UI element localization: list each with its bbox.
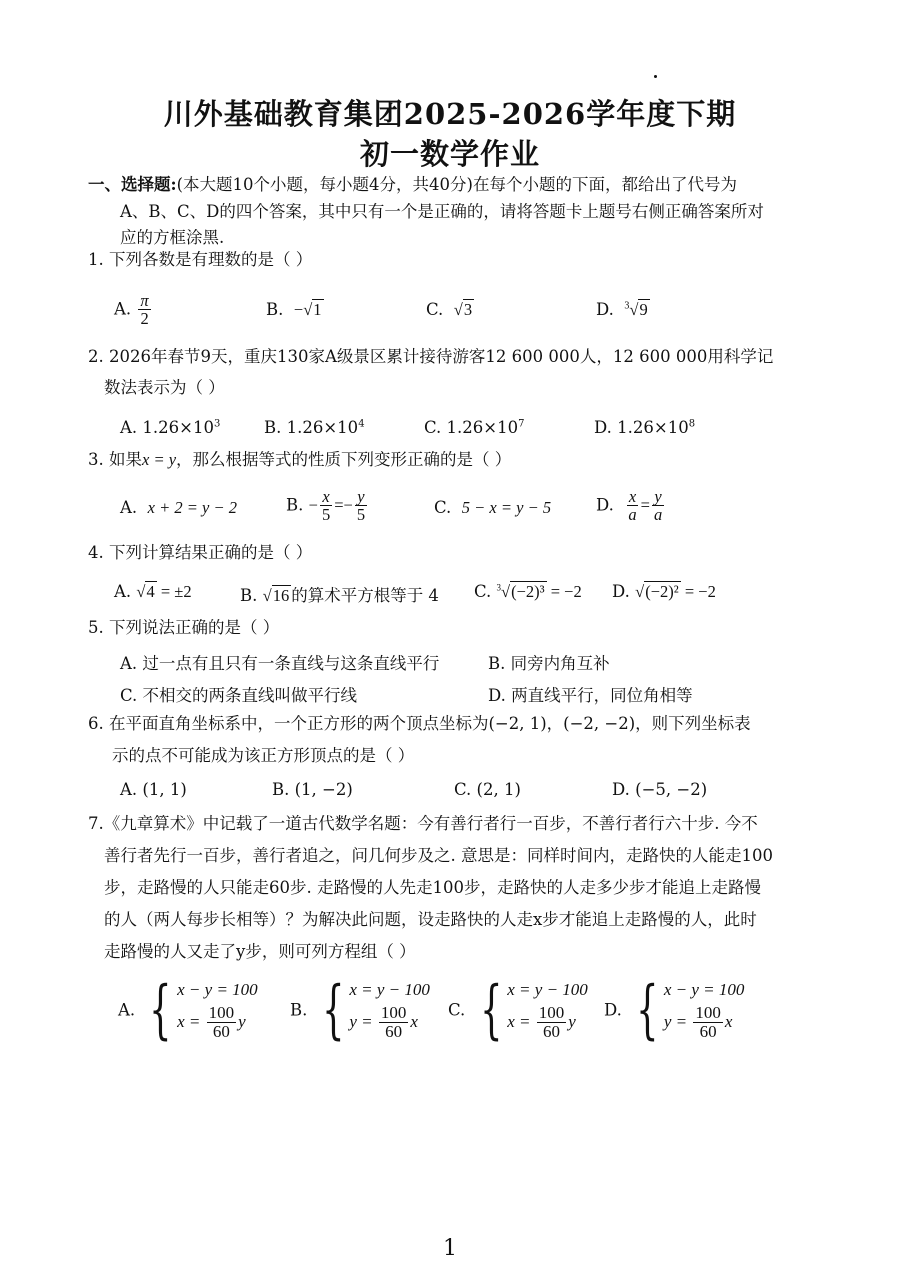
question-7-line-3: 步，走路慢的人只能走60步. 走路慢的人先走100步，走路快的人走多少步才能追上走路慢 [104,878,761,897]
question-5-stem: 5. 下列说法正确的是（ ） [88,618,280,637]
ink-dot [654,75,657,78]
section-heading: 一、选择题: [88,175,177,194]
q5-option-c: C. 不相交的两条直线叫做平行线 [120,686,358,705]
equation-system-a: { x − y = 100 x = $\frac{100}{60}$ y [149,973,258,1047]
instruction-line-3: 应的方框涂黑. [120,228,225,247]
q6-option-a: A. (1, 1) [120,780,187,799]
q4-option-b: B. √16 的算术平方根等于 4 [240,586,439,605]
question-2-line-1: 2. 2026年春节9天，重庆130家A级景区累计接待游客12 600 000人，12 600 000用科学记 [88,347,774,366]
q5-option-b: B. 同旁内角互补 [488,654,610,673]
q1-option-d: D. $^3$√9 [596,300,648,319]
instruction-line-1: (本大题10个小题，每小题4分，共40分)在每个小题的下面，都给出了代号为 [176,175,737,194]
q2-option-b: B. $1.26\times 10^4$ [264,418,365,437]
q3-option-b: B. − $\frac{x}{5}$ =− $\frac{y}{5}$ [286,487,366,525]
instruction-line-2: A、B、C、D的四个答案，其中只有一个是正确的，请将答题卡上题号右侧正确答案所对 [120,202,764,221]
pi-over-2-fraction: $\frac{\pi}{2}$ [140,291,149,329]
q4-option-d: D. √(−2)² = −2 [612,582,716,601]
section-instructions [88,173,737,197]
equation-system-d: { x − y = 100 y = $\frac{100}{60}$ x [636,973,745,1047]
q5-option-a: A. 过一点有且只有一条直线与这条直线平行 [120,654,440,673]
q6-option-d: D. (−5, −2) [612,780,708,799]
question-7-line-2: 善行者先行一百步，善行者追之，问几何步及之. 意思是：同样时间内，走路快的人能走100 [104,846,773,865]
q3-option-a: A. x + 2 = y − 2 [120,498,237,517]
question-7-line-4: 的人（两人每步长相等）？为解决此问题，设走路快的人走x步才能追上走路慢的人，此时 [104,910,757,929]
q2-option-a: A. $1.26\times 10^3$ [120,418,221,437]
q7-option-a: A. { x − y = 100 x = $\frac{100}{60}$ y [118,973,258,1047]
question-6-line-1: 6. 在平面直角坐标系中，一个正方形的两个顶点坐标为(−2, 1)，(−2, −2)，则下列坐标表 [88,714,751,733]
question-7-line-1: 7.《九章算术》中记载了一道古代数学名题：今有善行者行一百步，不善行者行六十步. 今不 [88,814,758,833]
q2-option-c: C. $1.26\times 10^7$ [424,418,525,437]
q4-option-a: A. √4 = ±2 [114,582,192,601]
question-1-stem: 1. 下列各数是有理数的是（ ） [88,250,313,269]
q7-option-c: C. { x = y − 100 x = $\frac{100}{60}$ y [448,973,588,1047]
q6-option-c: C. (2, 1) [454,780,521,799]
q5-option-d: D. 两直线平行，同位角相等 [488,686,693,705]
q2-option-d: D. $1.26\times 10^8$ [594,418,696,437]
q4-option-c: C. $^3$√(−2)³ = −2 [474,582,582,601]
q6-option-b: B. (1, −2) [272,780,353,799]
q7-option-b: B. { x = y − 100 y = $\frac{100}{60}$ x [290,973,430,1047]
equation-system-c: { x = y − 100 x = $\frac{100}{60}$ y [479,973,588,1047]
question-3-stem: 3. 如果x = y，那么根据等式的性质下列变形正确的是（ ） [88,450,512,469]
document-title: 川外基础教育集团2025-2026学年度下期 [163,97,737,131]
q1-option-a: A. $\frac{\pi}{2}$ [114,291,149,329]
q3-option-d: D. $\frac{x}{a}$ = $\frac{y}{a}$ [596,487,663,525]
question-2-line-2: 数法表示为（ ） [104,378,225,397]
page-number: 1 [443,1236,457,1261]
question-4-stem: 4. 下列计算结果正确的是（ ） [88,543,313,562]
q3-option-c: C. 5 − x = y − 5 [434,498,552,517]
question-7-line-5: 走路慢的人又走了y步，则可列方程组（ ） [104,942,416,961]
question-6-line-2: 示的点不可能成为该正方形顶点的是（ ） [112,746,415,765]
q1-option-b: B. −√1 [266,300,322,319]
q7-option-d: D. { x − y = 100 y = $\frac{100}{60}$ x [604,973,745,1047]
q1-option-c: C. √3 [426,300,473,319]
document-subtitle: 初一数学作业 [359,137,540,171]
equation-system-b: { x = y − 100 y = $\frac{100}{60}$ x [321,973,430,1047]
